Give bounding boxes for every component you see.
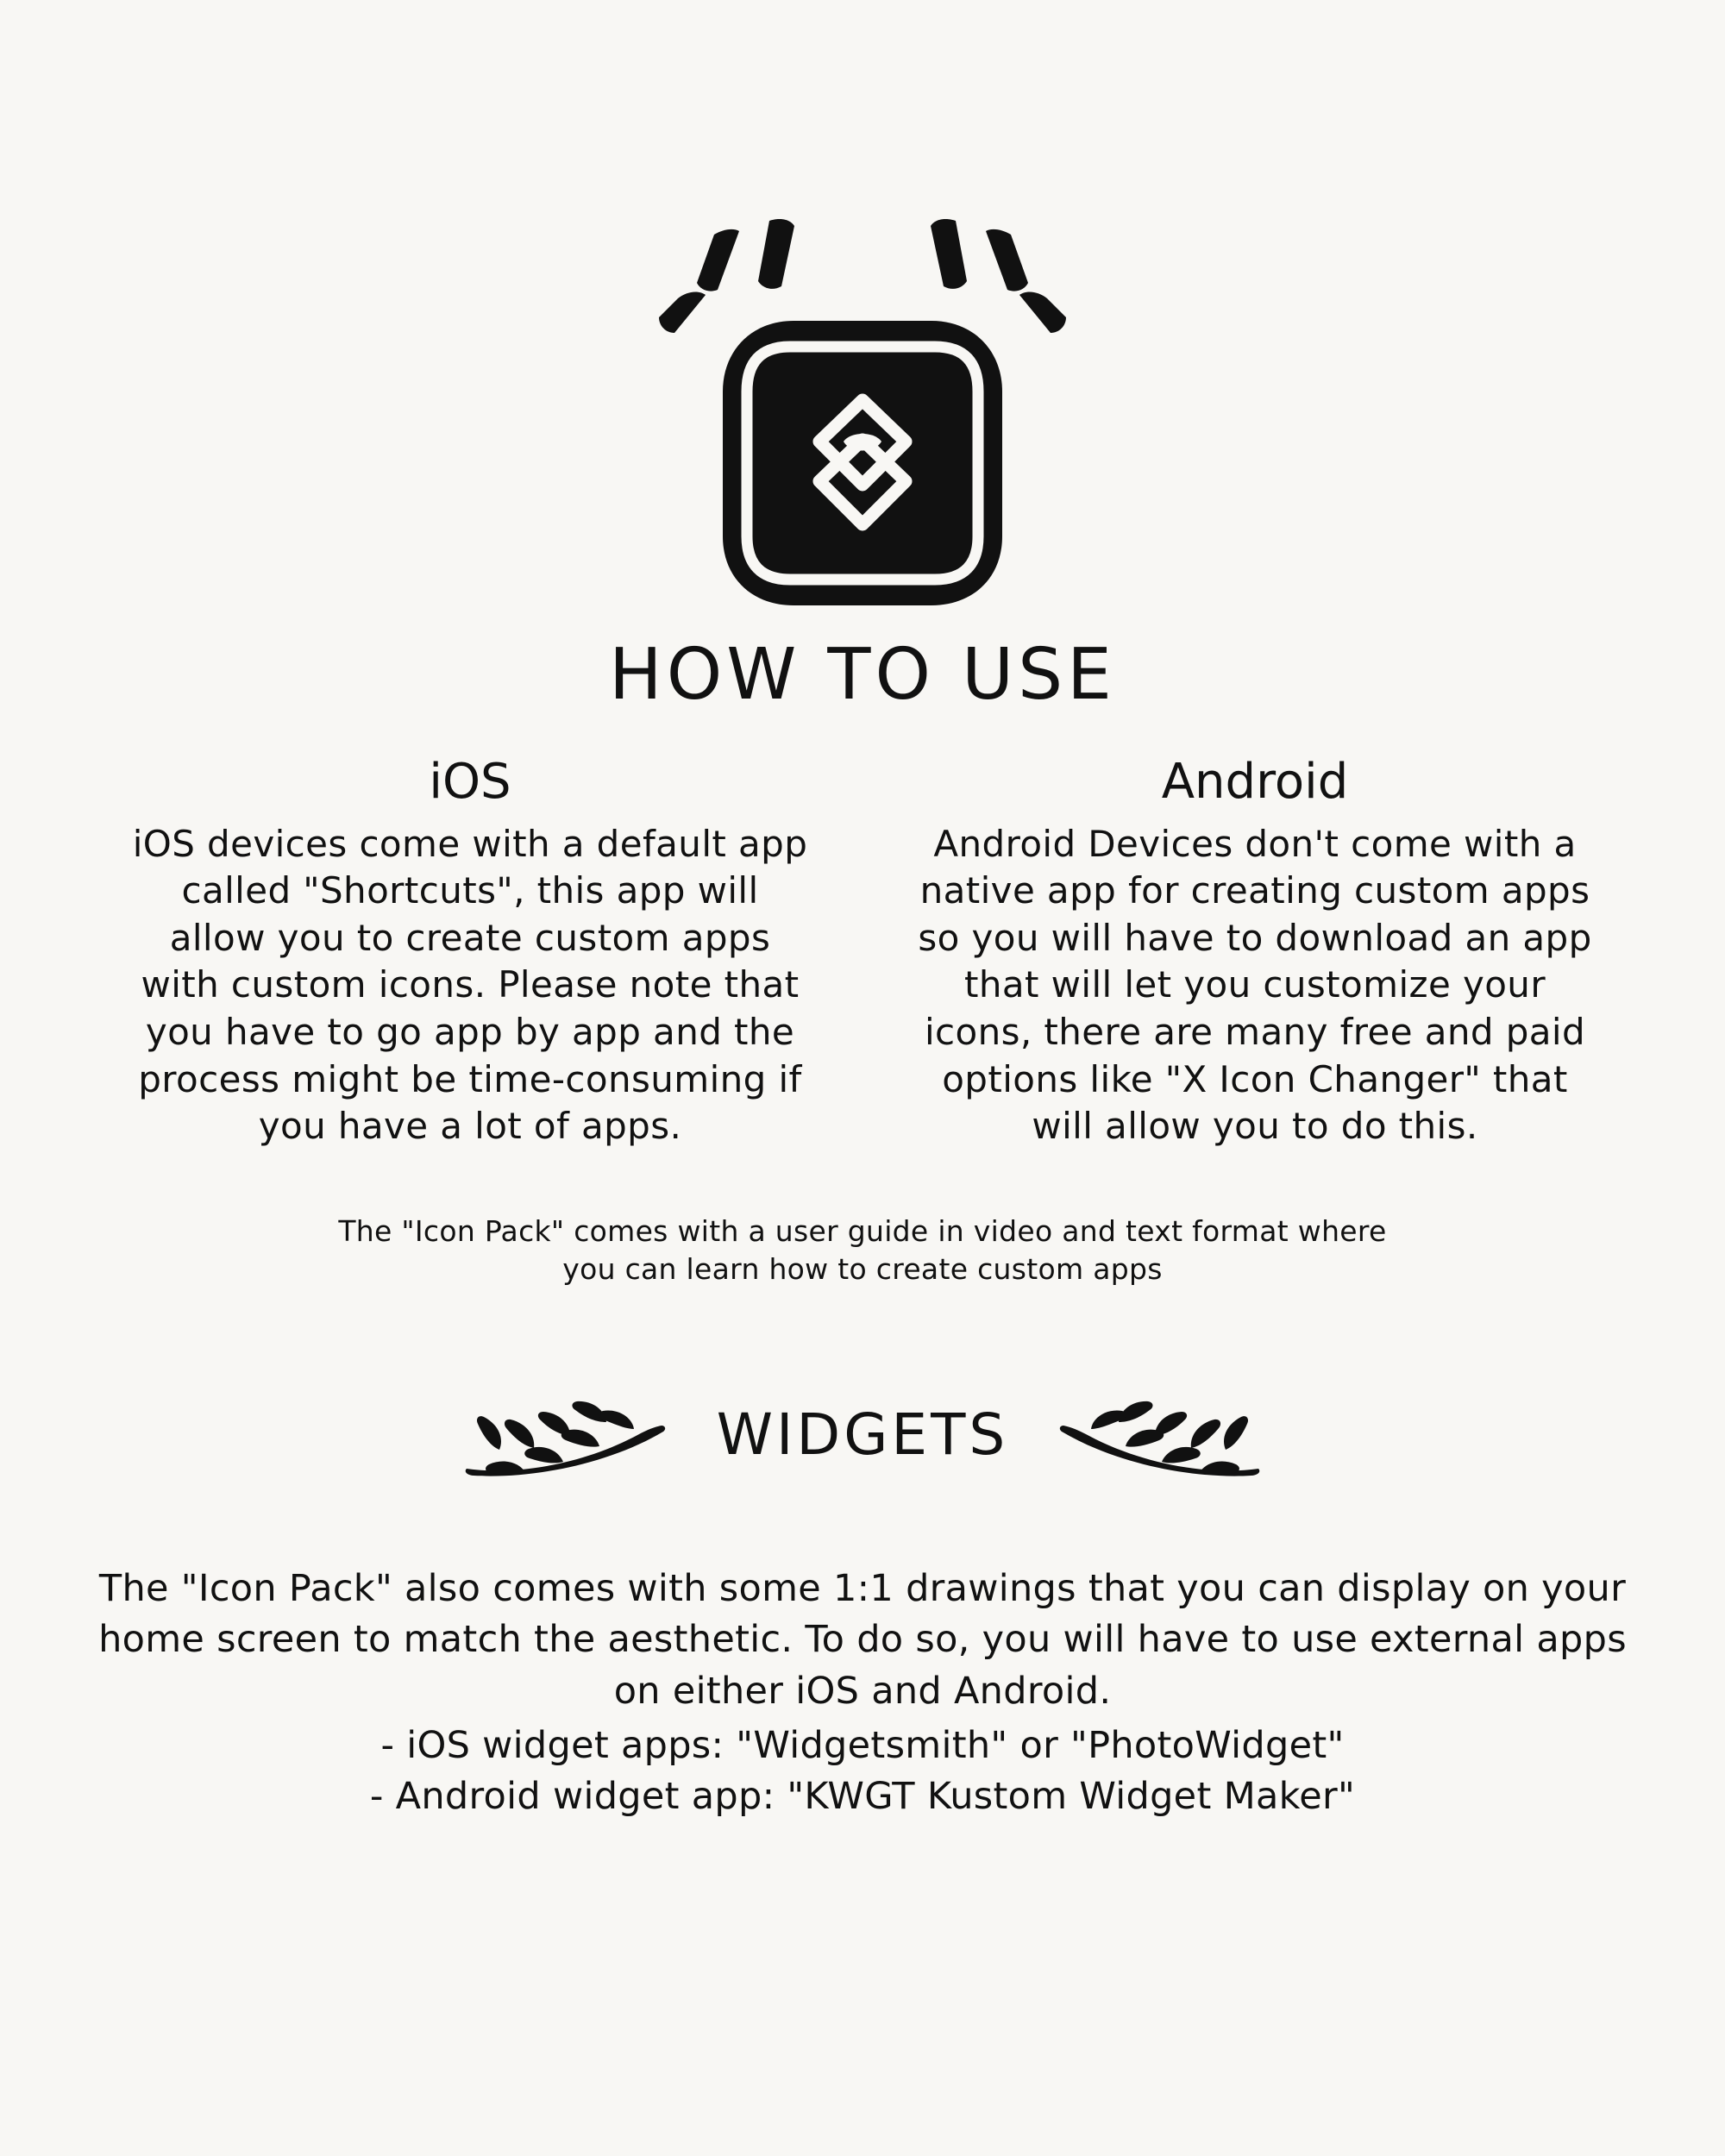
column-android	[914, 755, 1596, 1150]
column-ios-body: iOS devices come with a default app called "Shortcuts", this app will allow you to create custom apps with custom icons. Please note that you have to go app by app and the process might be time-consuming if you have a lot of apps.	[132, 822, 808, 1148]
laurel-right-icon	[1031, 1386, 1264, 1489]
widgets-app-android: - Android widget app: "KWGT Kustom Widget Maker"	[369, 1775, 1356, 1819]
column-ios-title: iOS	[429, 754, 511, 810]
widgets-app-list	[78, 1720, 1647, 1823]
widgets-app-ios: - iOS widget apps: "Widgetsmith" or "PhotoWidget"	[380, 1723, 1345, 1767]
widgets-body: The "Icon Pack" also comes with some 1:1 drawings that you can display on your home screen to match the aesthetic. To do so, you will have to use external apps on either iOS and Android.	[98, 1566, 1627, 1713]
page-title: HOW TO USE	[609, 634, 1116, 716]
app-logo-icon	[621, 216, 1104, 621]
icon-pack-note-line-2: you can learn how to create custom apps	[562, 1252, 1163, 1287]
hero-logo	[78, 0, 1647, 621]
laurel-left-icon	[461, 1386, 694, 1489]
column-android-body: Android Devices don't come with a native app for creating custom apps so you will have to download an app that will let you customize your icons, there are many free and paid options like "X Icon Changer" that will allow you to do this.	[918, 822, 1592, 1148]
widgets-divider	[78, 1386, 1647, 1489]
widgets-section-title: WIDGETS	[716, 1401, 1009, 1468]
column-android-title: Android	[1161, 754, 1349, 810]
platform-columns	[78, 755, 1647, 1150]
icon-pack-note-line-1: The "Icon Pack" comes with a user guide in video and text format where	[338, 1213, 1387, 1248]
column-ios	[129, 755, 811, 1150]
icon-pack-note	[78, 1213, 1647, 1289]
